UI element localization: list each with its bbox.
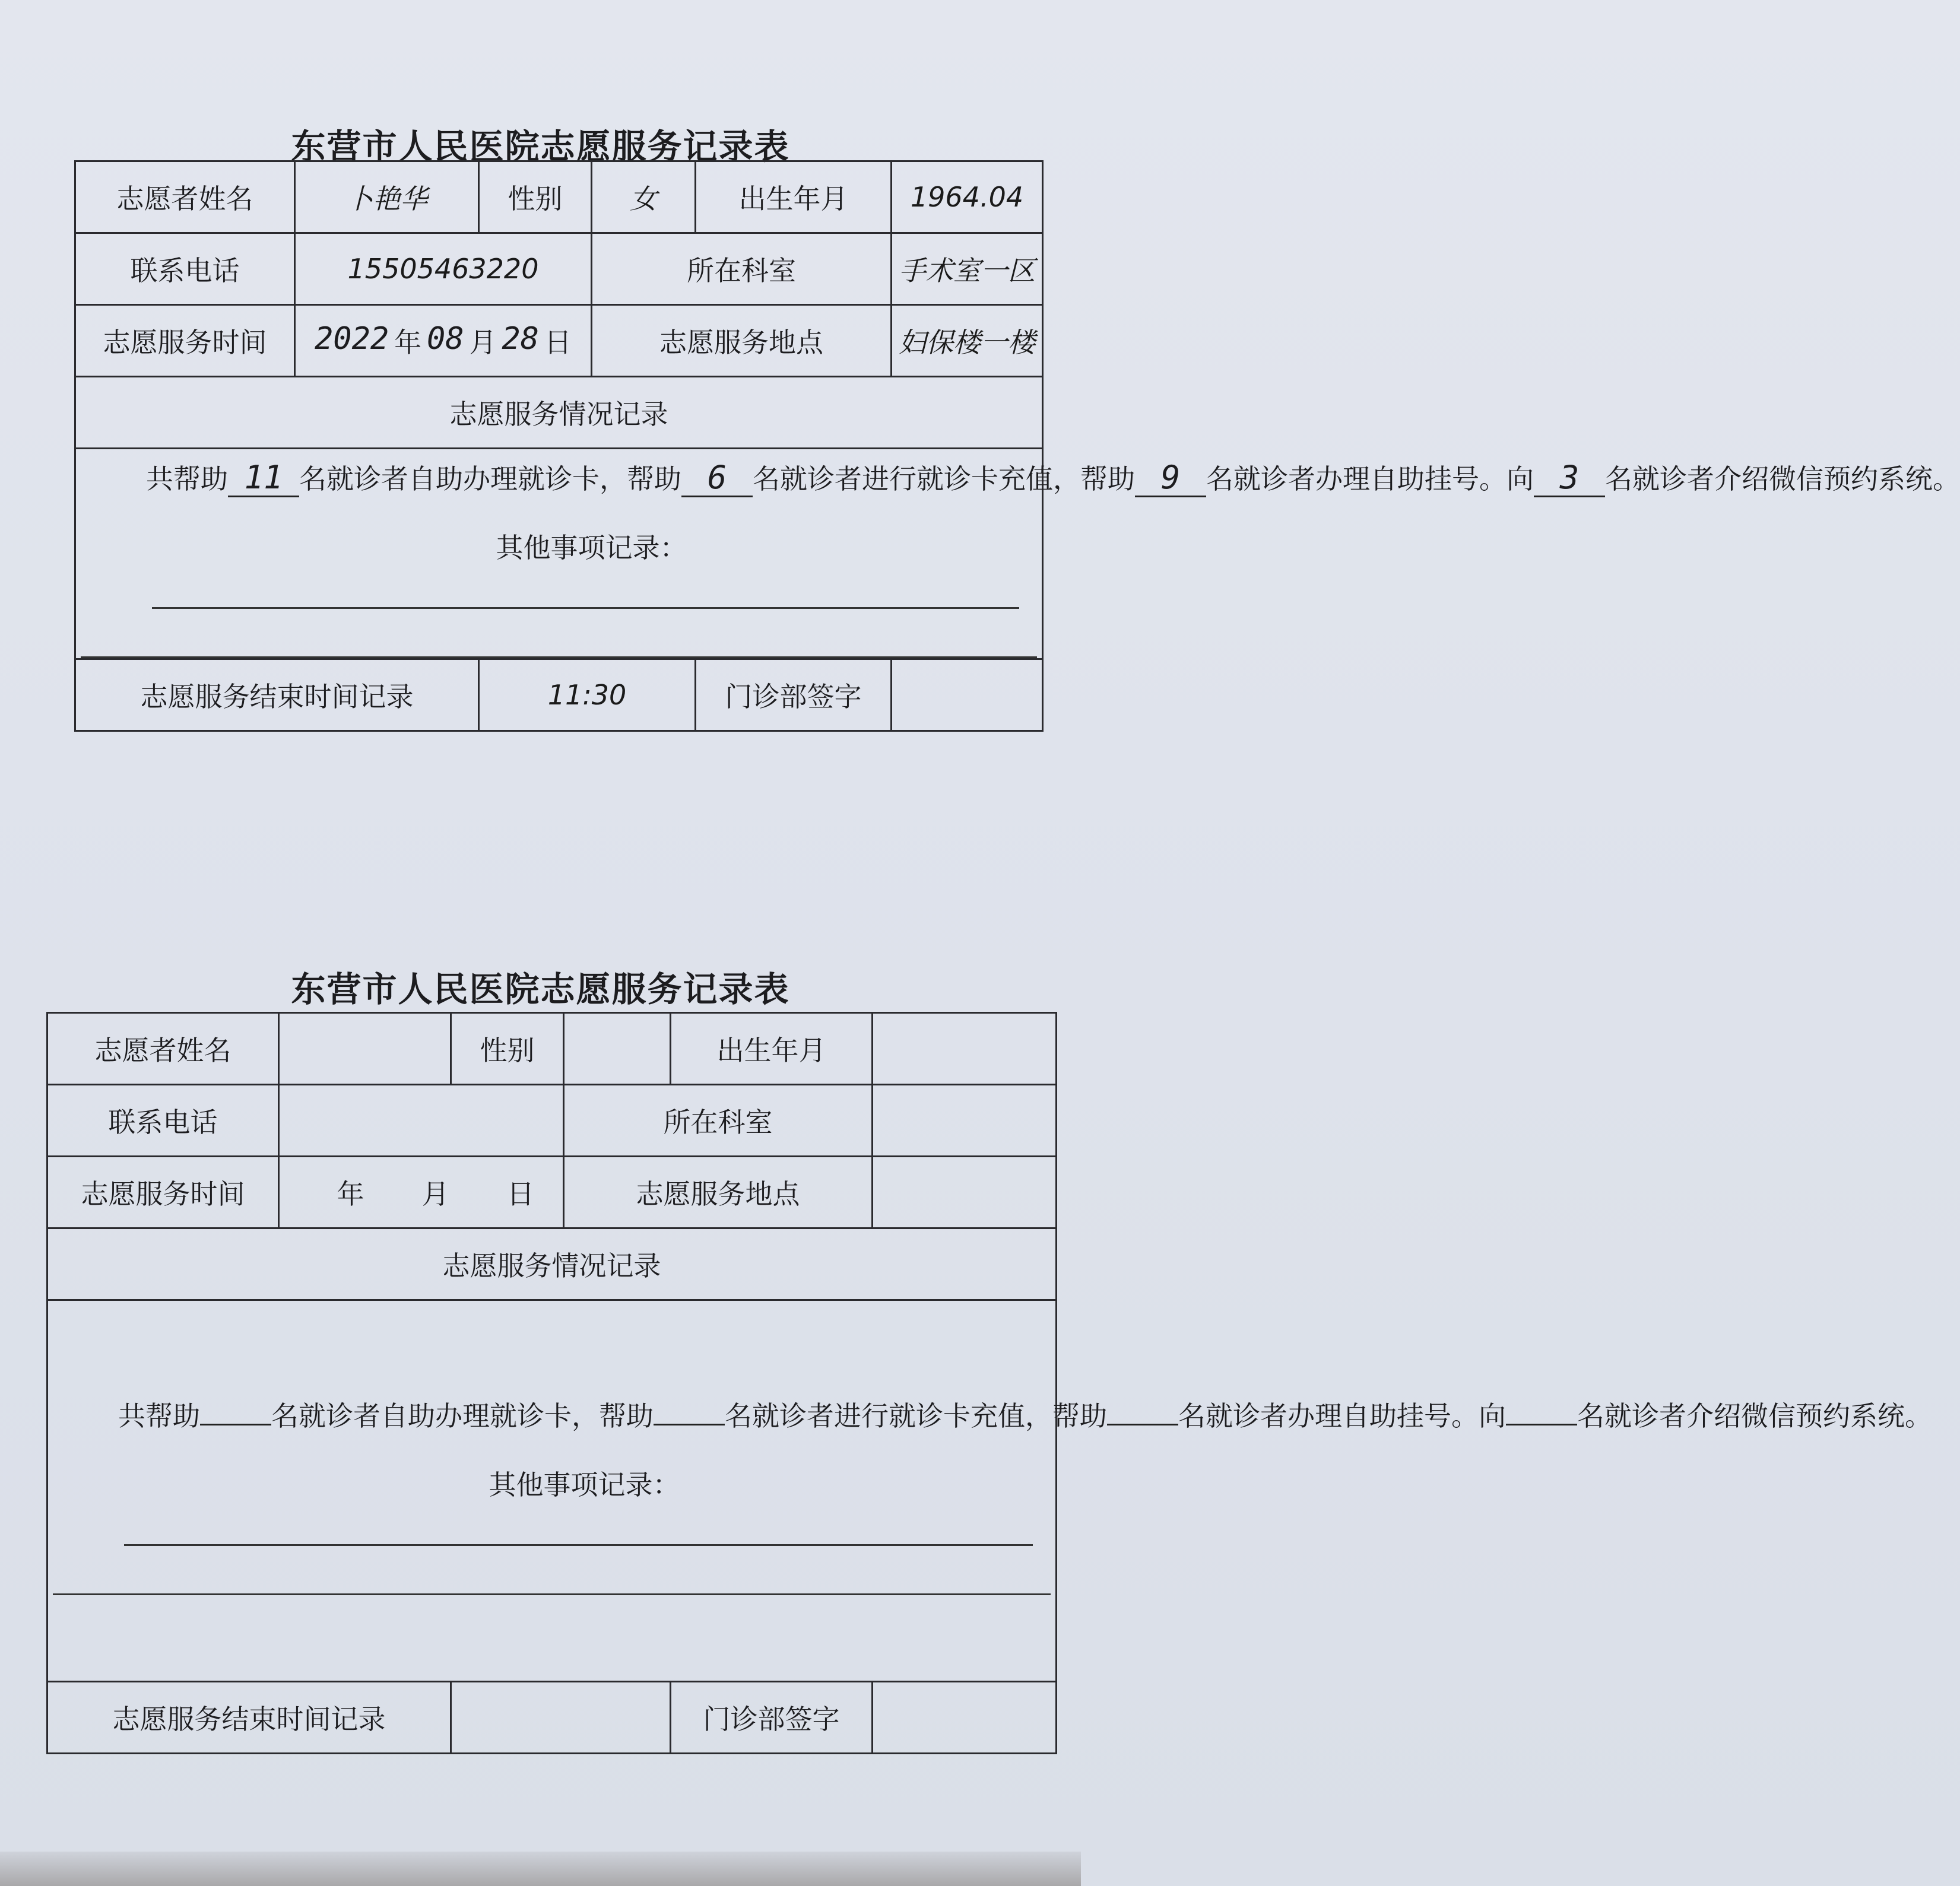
p-text2: 名就诊者进行就诊卡充值，帮助 [725,1400,1107,1432]
birth-label: 出生年月 [671,1013,873,1085]
other-line-2[interactable] [53,1593,1051,1595]
record-body [47,1300,1932,1682]
p-text4: 名就诊者介绍微信预约系统。 [1577,1400,1932,1432]
other-label: 其他事项记录： [496,532,687,564]
gender-field[interactable]: 女 [592,161,696,233]
date-day-unit: 日 [506,1178,534,1210]
form1-row-contact [75,233,1043,305]
p-text4: 名就诊者介绍微信预约系统。 [1605,463,1960,495]
time-label: 志愿服务时间 [47,1157,279,1228]
phone-field[interactable]: 15505463220 [295,233,592,305]
form1-row-record-body [75,449,1043,659]
gender-label: 性别 [479,161,592,233]
place-field[interactable] [873,1157,1057,1228]
time-label: 志愿服务时间 [75,305,295,377]
date-year: 2022 [315,321,389,357]
other-label: 其他事项记录： [489,1469,680,1501]
gender-field[interactable] [564,1013,671,1085]
end-time-field[interactable] [451,1682,671,1754]
record-paragraph [81,449,1960,509]
other-line-1[interactable] [124,1544,1033,1546]
sign-field[interactable] [873,1682,1057,1754]
p-text3: 名就诊者办理自助挂号。向 [1178,1400,1506,1432]
form2-title: 东营市人民医院志愿服务记录表 [291,969,790,1009]
form2-row-end [47,1682,1057,1754]
dept-label: 所在科室 [592,233,892,305]
form1-row-record-head [75,377,1043,449]
count-wechat-field[interactable] [1506,1424,1577,1425]
dept-field[interactable] [873,1085,1057,1157]
record-body [75,449,1960,659]
form2-row-record-head [47,1228,1057,1300]
count-recharge-field[interactable]: 6 [681,460,753,497]
count-wechat-field[interactable]: 3 [1534,460,1605,497]
record-heading: 志愿服务情况记录 [47,1228,1057,1300]
form2-row-identity [47,1013,1057,1085]
date-day: 28 [502,321,540,357]
name-label: 志愿者姓名 [47,1013,279,1085]
date-field[interactable] [295,305,592,377]
record-paragraph [53,1386,1932,1446]
sign-label: 门诊部签字 [696,659,892,731]
date-month-unit: 月 [469,326,497,358]
count-register-field[interactable]: 9 [1135,460,1206,497]
place-label: 志愿服务地点 [564,1157,873,1228]
form1 [74,160,1960,890]
date-field[interactable] [279,1157,564,1228]
p-text3: 名就诊者办理自助挂号。向 [1206,463,1534,495]
p-prefix: 共帮助 [146,463,228,495]
phone-label: 联系电话 [75,233,295,305]
form1-table [74,160,1960,732]
p-text1: 名就诊者自助办理就诊卡，帮助 [299,463,681,495]
name-field[interactable] [279,1013,451,1085]
p-text2: 名就诊者进行就诊卡充值，帮助 [753,463,1135,495]
form2-row-record-body [47,1300,1057,1682]
p-text1: 名就诊者自助办理就诊卡，帮助 [271,1400,654,1432]
other-line-2[interactable] [81,656,1037,658]
name-field[interactable]: 卜艳华 [295,161,479,233]
end-time-field[interactable]: 11:30 [479,659,696,731]
end-time-label: 志愿服务结束时间记录 [47,1682,451,1754]
sign-field[interactable] [892,659,1043,731]
form1-title: 东营市人民医院志愿服务记录表 [291,126,790,167]
form1-row-identity [75,161,1043,233]
date-year-unit: 年 [394,326,422,358]
phone-label: 联系电话 [47,1085,279,1157]
count-card-field[interactable] [200,1424,271,1425]
dept-field[interactable]: 手术室一区 [892,233,1043,305]
date-month-unit: 月 [421,1178,449,1210]
place-field[interactable]: 妇保楼一楼 [892,305,1043,377]
birth-label: 出生年月 [696,161,892,233]
name-label: 志愿者姓名 [75,161,295,233]
count-recharge-field[interactable] [654,1424,725,1425]
end-time-label: 志愿服务结束时间记录 [75,659,479,731]
date-month: 08 [427,321,464,357]
p-prefix: 共帮助 [118,1400,200,1432]
count-register-field[interactable] [1107,1424,1178,1425]
birth-field[interactable] [873,1013,1057,1085]
other-line-1[interactable] [152,607,1019,609]
form1-row-time [75,305,1043,377]
sign-label: 门诊部签字 [671,1682,873,1754]
desk-edge [0,1852,1081,1886]
form2-table [46,1012,1932,1754]
date-year-unit: 年 [337,1178,364,1210]
phone-field[interactable] [279,1085,564,1157]
gender-label: 性别 [451,1013,564,1085]
form2-row-contact [47,1085,1057,1157]
dept-label: 所在科室 [564,1085,873,1157]
count-card-field[interactable]: 11 [228,460,299,497]
form1-row-end [75,659,1043,731]
record-heading: 志愿服务情况记录 [75,377,1043,449]
form2-row-time [47,1157,1057,1228]
place-label: 志愿服务地点 [592,305,892,377]
date-day-unit: 日 [544,326,572,358]
birth-field[interactable]: 1964.04 [892,161,1043,233]
form2 [46,1012,1932,1754]
